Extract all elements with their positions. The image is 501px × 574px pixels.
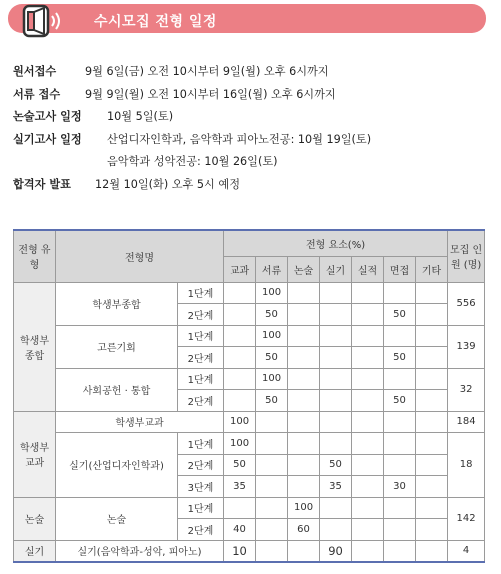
value-cell: 50	[256, 347, 288, 369]
value-cell: 100	[256, 368, 288, 390]
col-header: 기타	[416, 256, 448, 282]
value-cell	[320, 368, 352, 390]
table-row	[14, 282, 485, 304]
value-cell	[416, 433, 448, 455]
value-cell	[352, 368, 384, 390]
value-cell: 100	[224, 433, 256, 455]
value-cell	[256, 411, 288, 433]
value-cell: 60	[288, 519, 320, 541]
value-cell: 35	[320, 476, 352, 498]
type-cell: 학생부 종합	[14, 282, 56, 411]
quota-cell: 32	[448, 368, 485, 411]
value-cell: 90	[320, 540, 352, 562]
value-cell	[384, 325, 416, 347]
quota-cell: 4	[448, 540, 485, 562]
name-cell: 학생부교과	[56, 411, 224, 433]
quota-cell: 556	[448, 282, 485, 325]
stage-cell: 2단계	[178, 304, 224, 326]
value-cell	[320, 497, 352, 519]
value-cell	[384, 282, 416, 304]
col-header: 교과	[224, 256, 256, 282]
value-cell	[320, 325, 352, 347]
col-header: 실적	[352, 256, 384, 282]
schedule-value: 9월 6일(금) 오전 10시부터 9일(월) 오후 6시까지	[85, 65, 329, 78]
value-cell	[416, 454, 448, 476]
table-row	[14, 497, 485, 519]
value-cell	[352, 390, 384, 412]
value-cell	[416, 411, 448, 433]
stage-cell: 2단계	[178, 390, 224, 412]
table-row	[14, 540, 485, 562]
header-elements: 전형 요소(%)	[224, 230, 448, 256]
value-cell	[352, 497, 384, 519]
col-header: 서류	[256, 256, 288, 282]
value-cell: 40	[224, 519, 256, 541]
value-cell: 10	[224, 540, 256, 562]
value-cell: 50	[224, 454, 256, 476]
stage-cell: 1단계	[178, 282, 224, 304]
value-cell	[320, 282, 352, 304]
quota-cell: 18	[448, 433, 485, 498]
banner-title: 수시모집 전형 일정	[94, 14, 217, 30]
admission-table	[13, 229, 485, 563]
value-cell	[224, 368, 256, 390]
value-cell	[288, 347, 320, 369]
value-cell	[320, 519, 352, 541]
col-header: 실기	[320, 256, 352, 282]
value-cell	[224, 347, 256, 369]
value-cell	[224, 390, 256, 412]
table-row	[14, 368, 485, 390]
value-cell	[416, 282, 448, 304]
header-name: 전형명	[56, 230, 224, 282]
value-cell	[416, 540, 448, 562]
schedule-value: 10월 5일(토)	[107, 110, 174, 123]
value-cell	[352, 411, 384, 433]
value-cell	[352, 519, 384, 541]
value-cell	[224, 325, 256, 347]
value-cell	[288, 411, 320, 433]
value-cell: 50	[256, 390, 288, 412]
stage-cell: 1단계	[178, 433, 224, 455]
schedule-value: 산업디자인학과, 음악학과 피아노전공: 10월 19일(토)	[107, 133, 372, 146]
header-quota: 모집 인원 (명)	[448, 230, 485, 282]
value-cell	[288, 368, 320, 390]
value-cell	[416, 304, 448, 326]
name-cell: 실기(음악학과-성악, 피아노)	[56, 540, 224, 562]
value-cell	[352, 282, 384, 304]
value-cell	[416, 390, 448, 412]
name-cell: 고른기회	[56, 325, 178, 368]
value-cell	[224, 304, 256, 326]
type-cell: 논술	[14, 497, 56, 540]
col-header: 면접	[384, 256, 416, 282]
value-cell	[416, 368, 448, 390]
value-cell	[384, 519, 416, 541]
type-cell: 실기	[14, 540, 56, 562]
schedule-label: 합격자 발표	[13, 178, 71, 191]
value-cell	[288, 325, 320, 347]
schedule-label: 논술고사 일정	[13, 110, 82, 123]
table-row	[14, 433, 485, 455]
schedule-label: 실기고사 일정	[13, 133, 82, 146]
value-cell	[288, 304, 320, 326]
value-cell	[384, 540, 416, 562]
value-cell	[416, 476, 448, 498]
value-cell	[288, 433, 320, 455]
name-cell: 논술	[56, 497, 178, 540]
col-header: 논술	[288, 256, 320, 282]
value-cell	[288, 540, 320, 562]
value-cell	[320, 390, 352, 412]
value-cell	[384, 411, 416, 433]
value-cell	[320, 411, 352, 433]
schedule-label: 서류 접수	[13, 88, 61, 101]
value-cell	[224, 282, 256, 304]
value-cell	[352, 454, 384, 476]
value-cell	[288, 476, 320, 498]
value-cell	[416, 325, 448, 347]
value-cell	[224, 497, 256, 519]
type-cell: 학생부 교과	[14, 411, 56, 497]
value-cell	[352, 325, 384, 347]
schedule-value: 9월 9일(월) 오전 10시부터 16일(월) 오후 6시까지	[85, 88, 336, 101]
value-cell	[256, 540, 288, 562]
quota-cell: 142	[448, 497, 485, 540]
value-cell: 50	[384, 390, 416, 412]
value-cell	[256, 433, 288, 455]
value-cell: 35	[224, 476, 256, 498]
table-row	[14, 325, 485, 347]
value-cell	[384, 433, 416, 455]
schedule-value: 음악학과 성악전공: 10월 26일(토)	[107, 155, 278, 168]
value-cell	[320, 347, 352, 369]
value-cell	[416, 519, 448, 541]
value-cell	[288, 454, 320, 476]
table-row	[14, 411, 485, 433]
name-cell: 실기(산업디자인학과)	[56, 433, 178, 498]
value-cell	[384, 454, 416, 476]
value-cell	[352, 304, 384, 326]
value-cell	[352, 347, 384, 369]
stage-cell: 3단계	[178, 476, 224, 498]
stage-cell: 2단계	[178, 454, 224, 476]
speaker-icon	[22, 4, 64, 40]
stage-cell: 1단계	[178, 325, 224, 347]
stage-cell: 1단계	[178, 497, 224, 519]
stage-cell: 1단계	[178, 368, 224, 390]
value-cell	[288, 282, 320, 304]
schedule-banner	[8, 4, 486, 33]
value-cell: 30	[384, 476, 416, 498]
value-cell: 50	[320, 454, 352, 476]
header-type: 전형 유형	[14, 230, 56, 282]
value-cell	[256, 497, 288, 519]
value-cell	[320, 304, 352, 326]
name-cell: 사회공헌 · 통합	[56, 368, 178, 411]
stage-cell: 2단계	[178, 519, 224, 541]
value-cell	[416, 347, 448, 369]
value-cell: 100	[256, 282, 288, 304]
value-cell	[352, 540, 384, 562]
schedule-value: 12월 10일(화) 오후 5시 예정	[95, 178, 241, 191]
value-cell	[320, 433, 352, 455]
value-cell	[256, 454, 288, 476]
value-cell	[384, 368, 416, 390]
value-cell	[256, 519, 288, 541]
value-cell	[352, 433, 384, 455]
name-cell: 학생부종합	[56, 282, 178, 325]
stage-cell: 2단계	[178, 347, 224, 369]
value-cell	[256, 476, 288, 498]
value-cell: 100	[224, 411, 256, 433]
value-cell	[384, 497, 416, 519]
quota-cell: 184	[448, 411, 485, 433]
value-cell: 100	[288, 497, 320, 519]
value-cell	[352, 476, 384, 498]
value-cell	[288, 390, 320, 412]
value-cell	[416, 497, 448, 519]
value-cell: 50	[384, 304, 416, 326]
quota-cell: 139	[448, 325, 485, 368]
value-cell: 100	[256, 325, 288, 347]
schedule-label: 원서접수	[13, 65, 57, 78]
value-cell: 50	[256, 304, 288, 326]
value-cell: 50	[384, 347, 416, 369]
